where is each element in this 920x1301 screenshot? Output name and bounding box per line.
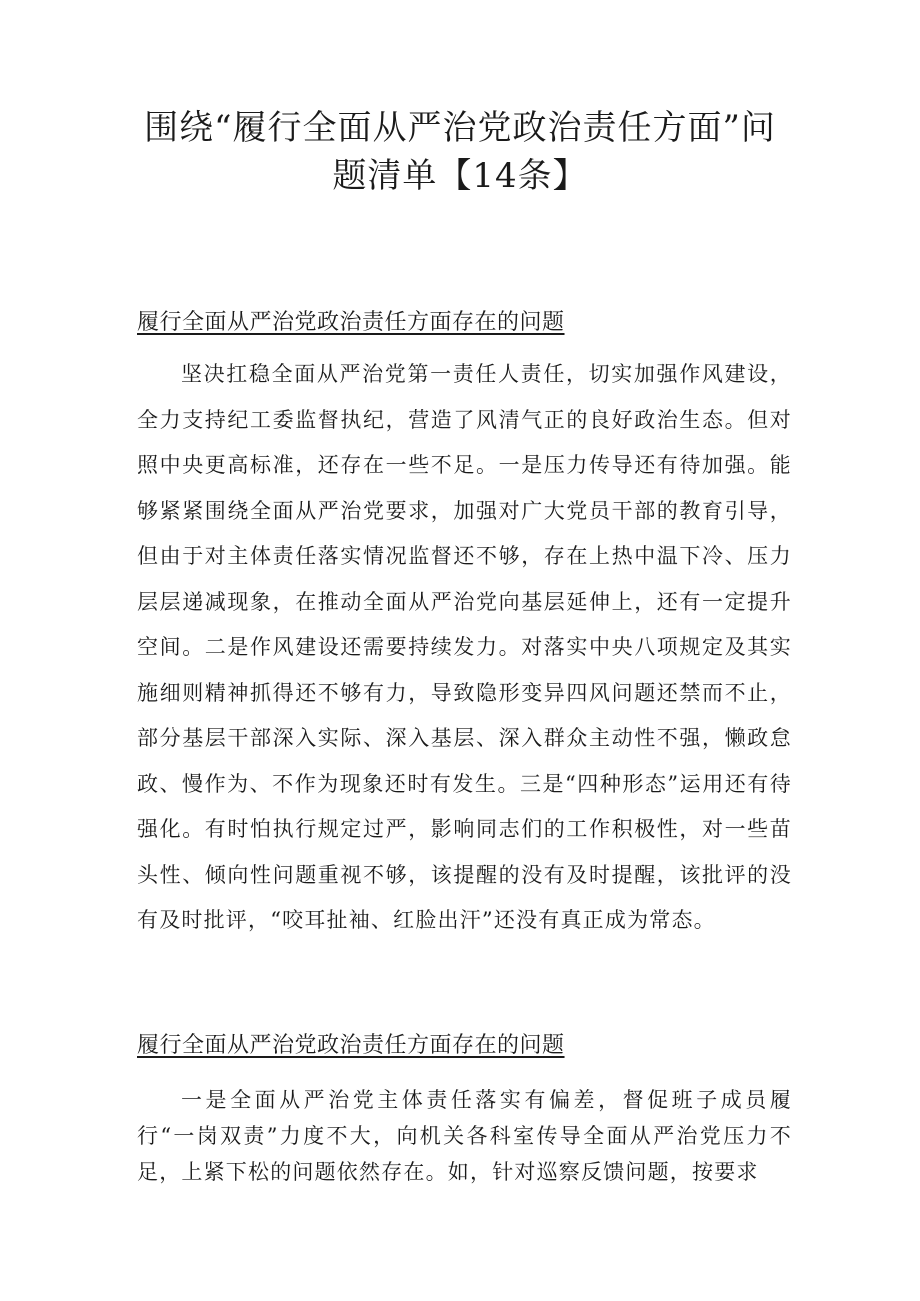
title-line-2: 题清单【14条】 xyxy=(332,156,588,196)
section-heading-2: 履行全面从严治党政治责任方面存在的问题 xyxy=(137,1033,565,1058)
document-title xyxy=(140,104,780,200)
section-body-2: 一是全面从严治党主体责任落实有偏差，督促班子成员履行“一岗双责”力度不大，向机关各科室传导全面从严治党压力不足，上紧下松的问题依然存在。如，针对巡察反馈问题，按要求 xyxy=(137,1088,792,1184)
title-line-1: 围绕“履行全面从严治党政治责任方面”问 xyxy=(144,108,776,148)
section-body-1: 坚决扛稳全面从严治党第一责任人责任，切实加强作风建设，全力支持纪工委监督执纪，营造了风清气正的良好政治生态。但对照中央更高标准，还存在一些不足。一是压力传导还有待加强。能够紧紧围绕全面从严治党要求，加强对广大党员干部的教育引导，但由于对主体责任落实情况监督还不够，存在上热中温下冷、压力层层递减现象，在推动全面从严治党向基层延伸上，还有一定提升空间。二是作风建设还需要持续发力。对落实中央八项规定及其实施细则精神抓得还不够有力，导致隐形变异四风问题还禁而不止，部分基层干部深入实际、深入基层、深入群众主动性不强，懒政怠政、慢作为、不作为现象还时有发生。三是“四种形态”运用还有待强化。有时怕执行规定过严，影响同志们的工作积极性，对一些苗头性、倾向性问题重视不够，该提醒的没有及时提醒，该批评的没有及时批评，“咬耳扯袖、红脸出汗”还没有真正成为常态。 xyxy=(137,362,792,932)
section-heading-1: 履行全面从严治党政治责任方面存在的问题 xyxy=(137,310,565,335)
